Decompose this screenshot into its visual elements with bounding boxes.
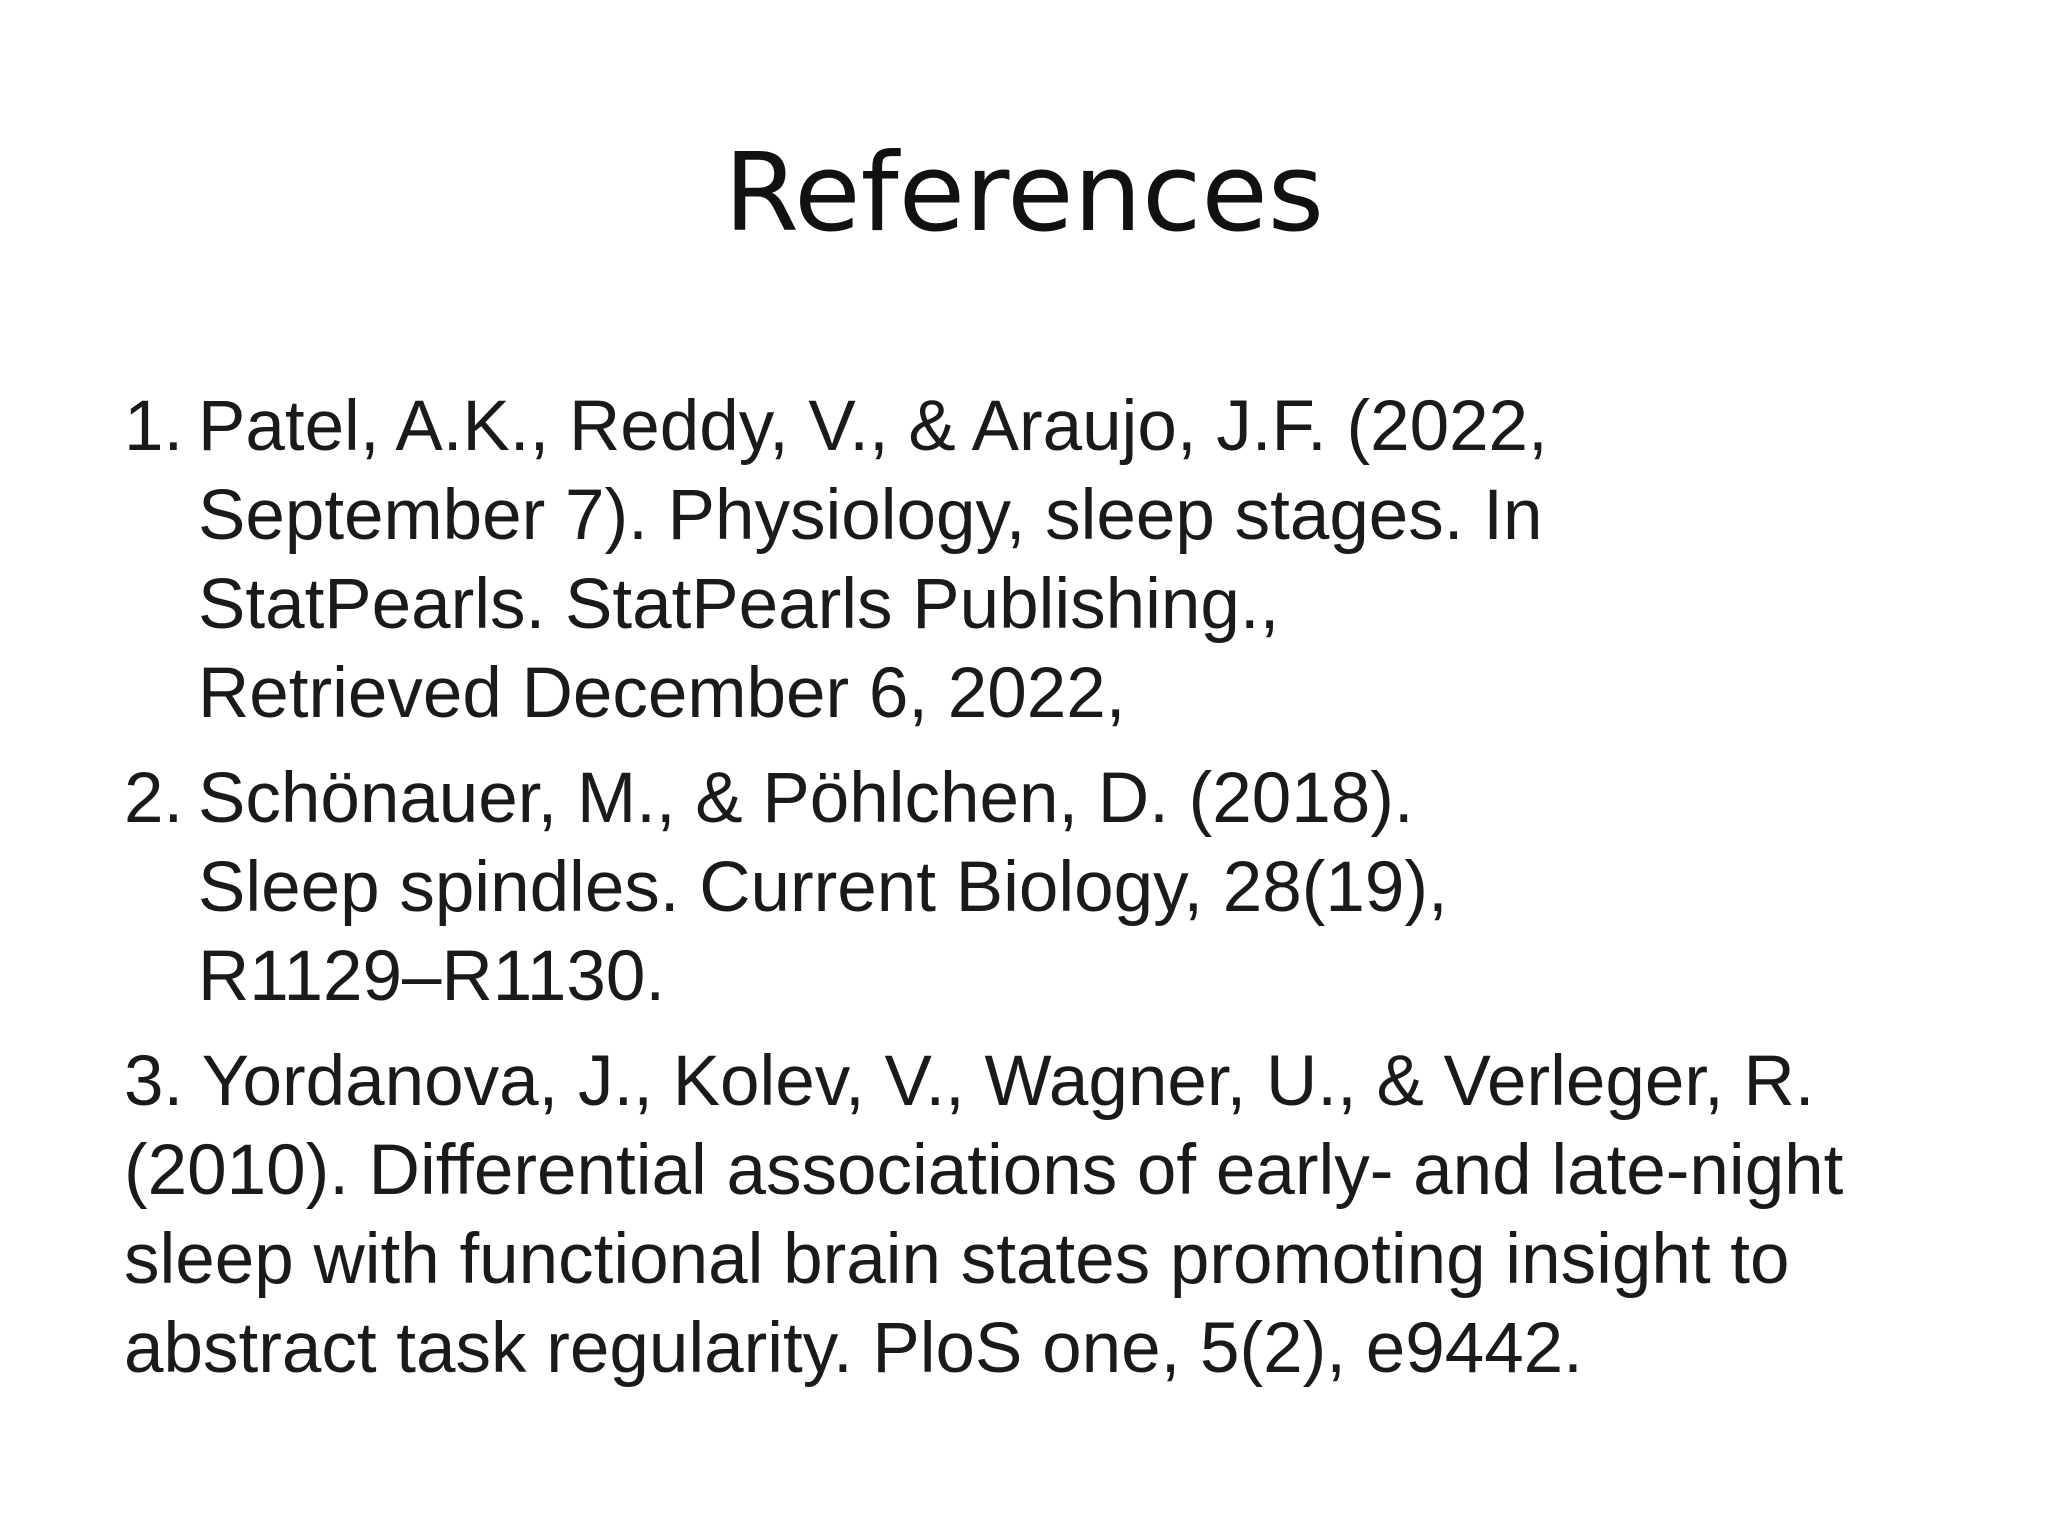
reference-number: 1.	[124, 387, 184, 466]
reference-list	[124, 382, 1944, 1393]
slide-title: References	[723, 131, 1325, 256]
reference-text: Schönauer, M., & Pöhlchen, D. (2018). Sleep spindles. Current Biology, 28(19), R1129–R1130.	[198, 759, 1448, 1016]
reference-number: 2.	[124, 759, 184, 838]
reference-item	[124, 754, 1944, 1021]
reference-item	[124, 382, 1944, 738]
reference-text: Patel, A.K., Reddy, V., & Araujo, J.F. (2022, September 7). Physiology, sleep stages. In StatPearls. StatPearls Publishing., Retrieved December 6, 2022,	[198, 387, 1548, 733]
reference-item: 3. Yordanova, J., Kolev, V., Wagner, U., & Verleger, R. (2010). Differential associations of early- and late-night sleep with functional brain states promoting insight to abstract task regularity. PloS one, 5(2), e9442.	[124, 1042, 1844, 1388]
